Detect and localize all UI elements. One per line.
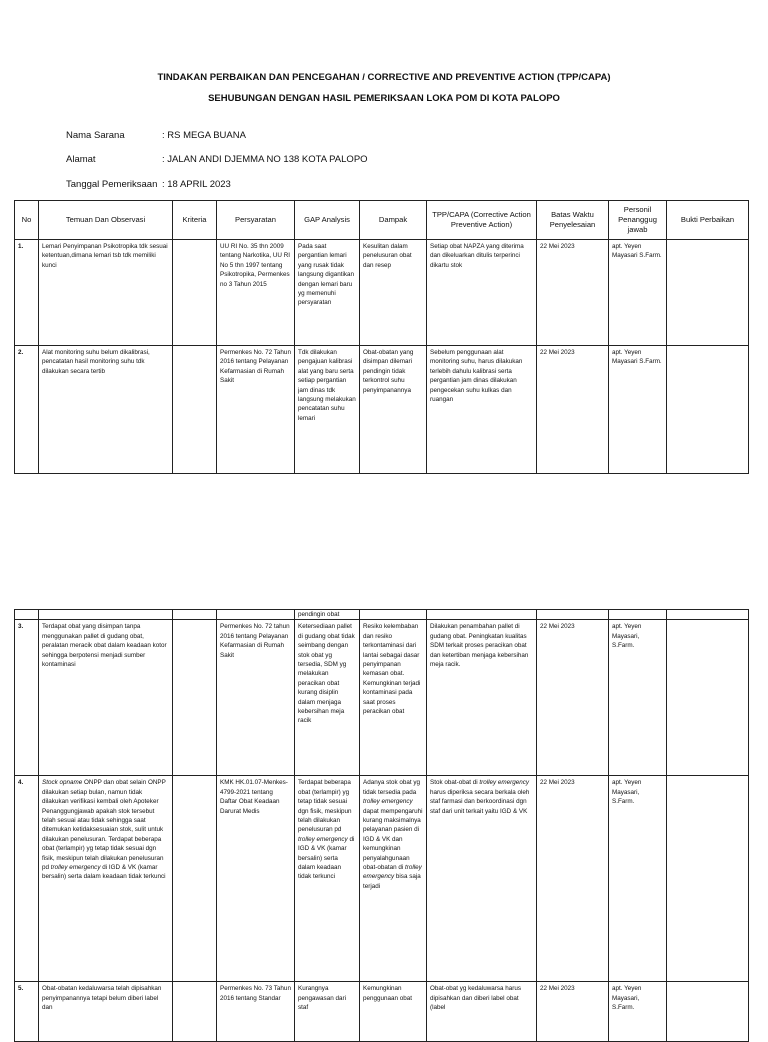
dampak-text: bisa saja terjadi — [363, 873, 421, 890]
row-no: 1. — [15, 240, 39, 346]
capa-italic: trolley emergency — [479, 779, 530, 787]
row-no: 5. — [15, 982, 39, 1042]
cell-persyaratan: UU RI No. 35 thn 2009 tentang Narkotika, UU RI No 5 thn 1997 tentang Psikotropika, Permenkes no 3 Tahun 2015 — [217, 240, 295, 346]
info-tanggal — [66, 179, 231, 190]
cell-temuan: Terdapat obat yang disimpan tanpa menggunakan pallet di gudang obat, peralatan meracik obat dalam keadaan kotor sehingga berpotensi menjadi sumber kontaminasi — [39, 620, 173, 776]
cell-bukti — [667, 982, 749, 1042]
cell-batas: 22 Mei 2023 — [537, 240, 609, 346]
header-capa: TPP/CAPA (Corrective Action Preventive Action) — [427, 201, 537, 240]
cell-persyaratan: KMK HK.01.07-Menkes-4799-2021 tentang Daftar Obat Keadaan Darurat Medis — [217, 776, 295, 982]
cell-batas: 22 Mei 2023 — [537, 346, 609, 474]
cell-capa: Obat-obat yg kedaluwarsa harus dipisahkan dan diberi label obat (label — [427, 982, 537, 1042]
cell-kriteria — [173, 982, 217, 1042]
cell-temuan: Alat monitoring suhu belum dikalibrasi, pencatatan hasil monitoring suhu tdk dilakukan secara tertib — [39, 346, 173, 474]
cell-kriteria — [173, 346, 217, 474]
dampak-italic: trolley emergency — [363, 864, 422, 881]
cell-persyaratan: Permenkes No. 72 tahun 2016 tentang Pelayanan Kefarmasian di Rumah Sakit — [217, 620, 295, 776]
temuan-text: di IGD & VK (kamar bersalin) serta dalam keadaan tidak terkunci — [42, 864, 166, 881]
cell-bukti — [667, 240, 749, 346]
cell-batas: 22 Mei 2023 — [537, 776, 609, 982]
table-header-row — [15, 201, 749, 240]
header-dampak: Dampak — [360, 201, 427, 240]
table-row — [15, 982, 749, 1042]
cell-dampak: Resiko kelembaban dan resiko terkontaminasi dari lantai sebagai dasar penyimpanan kemasan obat. Kemungkinan terjadi kontaminasi pada saat proses peracikan obat — [360, 620, 427, 776]
cell-kriteria — [173, 776, 217, 982]
cell-kriteria — [173, 240, 217, 346]
cell-temuan: Obat-obatan kedaluwarsa telah dipisahkan penyimpanannya tetapi belum diberi label dan — [39, 982, 173, 1042]
cell-capa — [427, 776, 537, 982]
temuan-italic: Stock opname — [42, 779, 83, 787]
cell-gap — [295, 776, 360, 982]
continuation-row — [15, 610, 749, 620]
cell-batas: 22 Mei 2023 — [537, 620, 609, 776]
gap-text: di IGD & VK (kamar bersalin) serta dalam keadaan tidak terkunci — [298, 835, 355, 881]
header-personil: Personil Penanggug jawab — [609, 201, 667, 240]
header-temuan: Temuan Dan Observasi — [39, 201, 173, 240]
dampak-italic: trolley emergency — [363, 798, 413, 806]
header-persyaratan: Persyaratan — [217, 201, 295, 240]
capa-text: harus diperiksa secara berkala oleh staf farmasi dan berkoordinasi dgn staf dari unit terkait yaitu IGD & VK — [430, 788, 530, 815]
cell-gap: Ketersediaan pallet di gudang obat tidak seimbang dengan stok obat yg tersedia, SDM yg melakukan peracikan obat kurang disiplin dalam menjaga kebersihan meja racik — [295, 620, 360, 776]
header-kriteria: Kriteria — [173, 201, 217, 240]
cell-personil: apt. Yeyen Mayasari S.Farm. — [609, 346, 667, 474]
temuan-italic: trolley emergency — [50, 864, 101, 872]
document-subtitle: SEHUBUNGAN DENGAN HASIL PEMERIKSAAN LOKA POM DI KOTA PALOPO — [208, 93, 560, 104]
tanggal-label: Tanggal Pemeriksaan — [66, 179, 158, 190]
capa-table-page1 — [14, 200, 749, 474]
header-gap: GAP Analysis — [295, 201, 360, 240]
cell-dampak: Kesulitan dalam penelusuran obat dan resep — [360, 240, 427, 346]
gap-italic: trolley emergency — [298, 835, 348, 843]
cell-personil: apt. Yeyen Mayasari, S.Farm. — [609, 776, 667, 982]
cell-bukti — [667, 346, 749, 474]
row-no: 3. — [15, 620, 39, 776]
tanggal-value: : 18 APRIL 2023 — [162, 179, 231, 190]
dampak-text: dapat mempengaruhi kurang maksimalnya pelayanan pasien di IGD & VK dan kemungkinan penyalahgunaan obat-obatan di — [363, 807, 423, 872]
cell-gap — [295, 346, 360, 474]
cell-capa: Setiap obat NAPZA yang diterima dan dikeluarkan ditulis terperinci dikartu stok — [427, 240, 537, 346]
header-bukti: Bukti Perbaikan — [667, 201, 749, 240]
cell-bukti — [667, 776, 749, 982]
alamat-label: Alamat — [66, 154, 96, 165]
cell-bukti — [667, 620, 749, 776]
cell-persyaratan: Permenkes No. 73 Tahun 2016 tentang Standar — [217, 982, 295, 1042]
cell-gap — [295, 240, 360, 346]
cell-batas: 22 Mei 2023 — [537, 982, 609, 1042]
cell-capa: Sebelum penggunaan alat monitoring suhu, harus dilakukan terlebih dahulu kalibrasi serta pergantian jam dinas dilakukan pengecekan suhu kulkas dan ruangan — [427, 346, 537, 474]
temuan-text: ONPP dan obat selain ONPP dilakukan setiap bulan, namun tidak dilakukan verifikasi kembali oleh Apoteker Penanggungjawab apakah stok tersebut telah sesuai atau tidak sehingga saat ditemukan ketidaksesuaian stok, sulit untuk dilakukan penelusuran. Terdapat beberapa obat (terlampir) yg tetap tidak sesuai dgn fisik, meskipun telah dilakukan penelusuran pd — [42, 779, 166, 872]
table-row — [15, 620, 749, 776]
table-row — [15, 776, 749, 982]
cell-gap: Kurangnya pengawasan dari staf — [295, 982, 360, 1042]
nama-label: Nama Sarana — [66, 130, 125, 141]
dampak-text: Adanya stok obat yg tidak tersedia pada — [363, 779, 421, 796]
table-row — [15, 346, 749, 474]
header-no: No — [15, 201, 39, 240]
info-nama-sarana — [66, 130, 246, 141]
capa-text: Stok obat-obat di — [430, 779, 480, 787]
cell-dampak: Kemungkinan penggunaan obat — [360, 982, 427, 1042]
info-alamat — [66, 154, 368, 165]
cell-gap-continuation: pendingin obat — [295, 610, 360, 620]
cell-dampak — [360, 776, 427, 982]
cell-personil: apt. Yeyen Mayasari, S.Farm. — [609, 620, 667, 776]
cell-personil: apt. Yeyen Mayasari S.Farm. — [609, 240, 667, 346]
nama-value: : RS MEGA BUANA — [162, 130, 246, 141]
gap-text: Pada saat pergantian lemari yang rusak tidak langsung digantikan dengan lemari baru yg memenuhi persyaratan — [298, 243, 355, 307]
cell-kriteria — [173, 620, 217, 776]
gap-text: Tdk dilakukan pengajuan kalibrasi alat yang baru serta setiap pergantian jam dinas tdk langsung melakukan pencatatan suhu lemari — [298, 349, 356, 422]
row-no: 4. — [15, 776, 39, 982]
cell-temuan: Lemari Penyimpanan Psikotropika tdk sesuai ketentuan,dimana lemari tsb tdk memiliki kunci — [39, 240, 173, 346]
capa-table-page2 — [14, 609, 749, 1042]
cell-persyaratan: Permenkes No. 72 Tahun 2016 tentang Pelayanan Kefarmasian di Rumah Sakit — [217, 346, 295, 474]
table-row — [15, 240, 749, 346]
cell-capa: Dilakukan penambahan pallet di gudang obat. Peningkatan kualitas SDM terkait proses peracikan obat dan ketertiban menjaga kebersihan meja racik. — [427, 620, 537, 776]
document-title: TINDAKAN PERBAIKAN DAN PENCEGAHAN / CORRECTIVE AND PREVENTIVE ACTION (TPP/CAPA) — [157, 72, 611, 83]
gap-text: Terdapat beberapa obat (terlampir) yg tetap tidak sesuai dgn fisik, meskipun telah dilakukan penelusuran pd — [298, 779, 352, 834]
header-batas: Batas Waktu Penyelesaian — [537, 201, 609, 240]
cell-personil: apt. Yeyen Mayasari, S.Farm. — [609, 982, 667, 1042]
cell-temuan — [39, 776, 173, 982]
alamat-value: : JALAN ANDI DJEMMA NO 138 KOTA PALOPO — [162, 154, 368, 165]
cell-dampak: Obat-obatan yang disimpan dilemari pendingin tidak terkontrol suhu penyimpanannya — [360, 346, 427, 474]
row-no: 2. — [15, 346, 39, 474]
